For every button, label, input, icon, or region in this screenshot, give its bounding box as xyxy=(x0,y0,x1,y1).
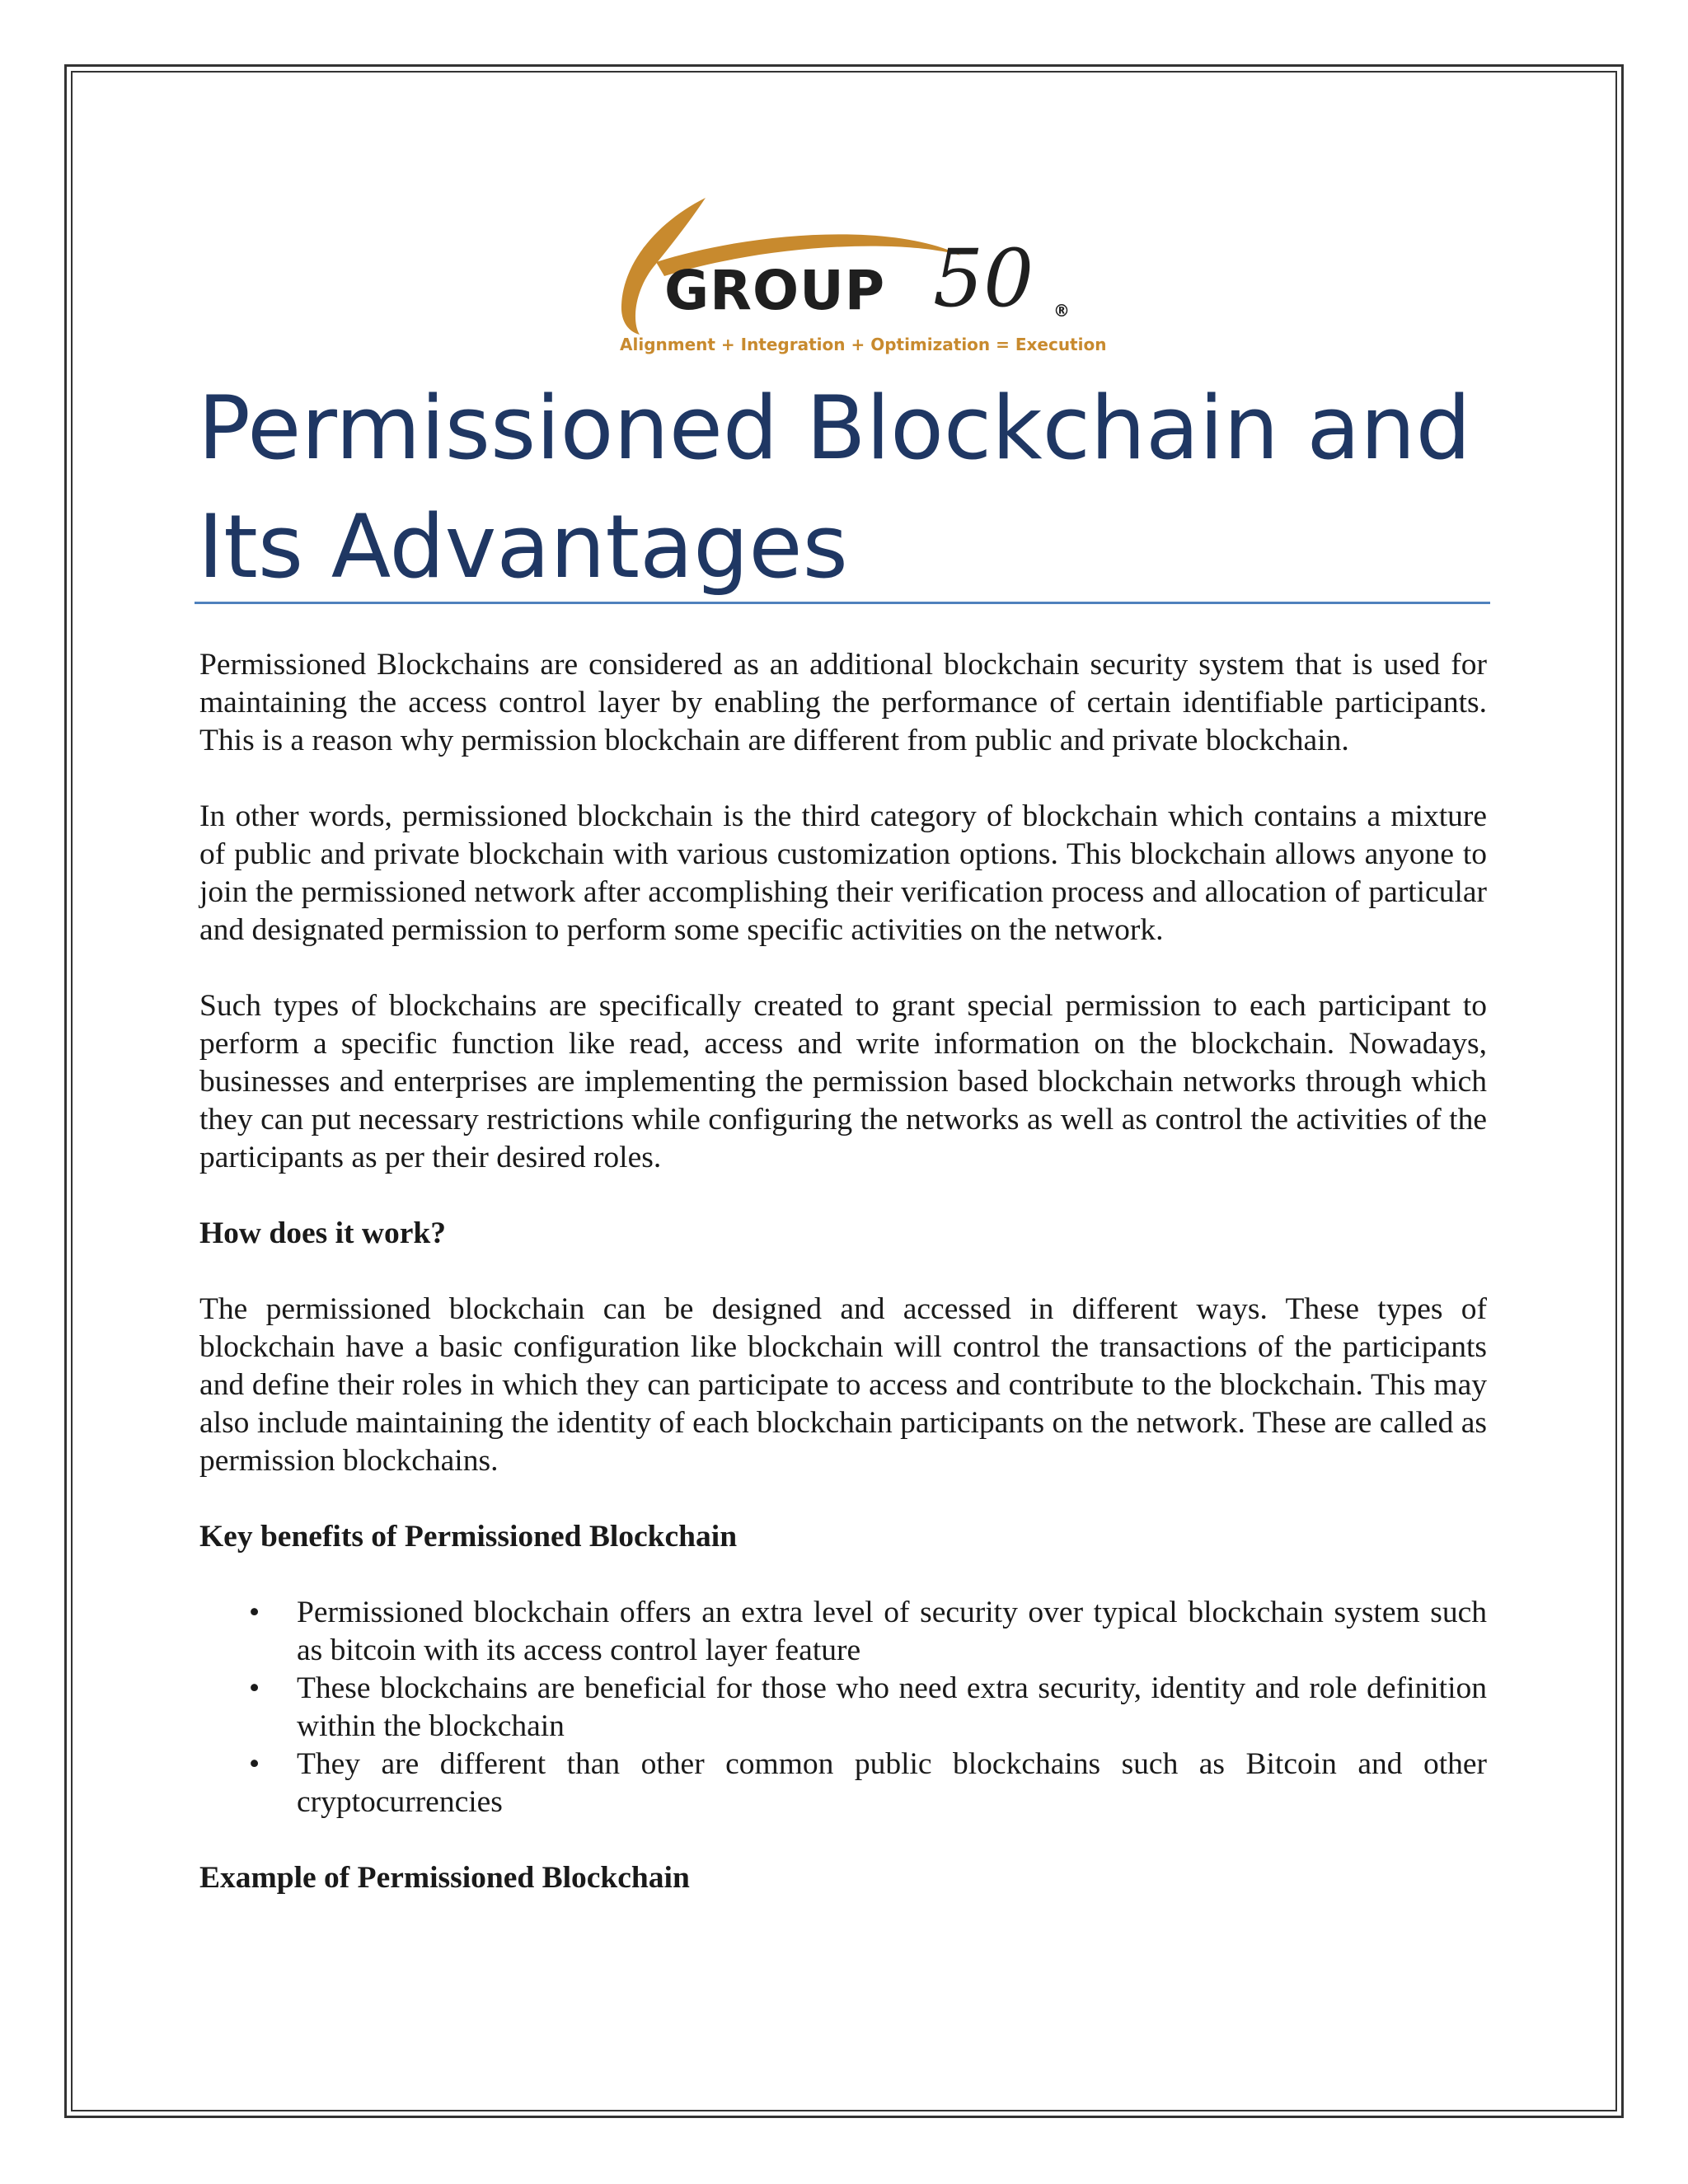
list-item-text: These blockchains are beneficial for those who need extra security, identity and role definition within the blockchain xyxy=(297,1671,1487,1743)
bullet-icon: • xyxy=(249,1596,260,1629)
heading-key-benefits: Key benefits of Permissioned Blockchain xyxy=(199,1520,738,1554)
list-item xyxy=(199,1746,1487,1821)
paragraph-intro: Permissioned Blockchains are considered as an additional blockchain security system that is used for maintaining the access control layer by enabling the performance of certain identifiable participants. This is a reason why permission blockchain are different from public and private blockchain. xyxy=(199,648,1487,757)
paragraph-how-it-works: The permissioned blockchain can be designed and accessed in different ways. These types of blockchain have a basic configuration like blockchain will control the transactions of the participants and define their roles in which they can participate to access and contribute to the blockchain. This may also include maintaining the identity of each blockchain participants on the network. These are called as permission blockchains. xyxy=(199,1292,1487,1478)
benefits-list xyxy=(199,1594,1487,1821)
page-title-line-1: Permissioned Blockchain and xyxy=(198,377,1471,479)
logo-wordmark: GROUP xyxy=(664,259,886,322)
group50-logo xyxy=(607,198,1107,363)
page-title-line-2: Its Advantages xyxy=(198,496,848,598)
list-item xyxy=(199,1594,1487,1670)
document-body xyxy=(199,646,1487,1935)
registered-mark: ® xyxy=(1053,301,1070,321)
logo-number: 50 xyxy=(933,232,1034,325)
paragraph-other-words: In other words, permissioned blockchain is the third category of blockchain which contains a mixture of public and private blockchain with various customization options. This blockchain allows anyone to join the permissioned network after accomplishing their verification process and allocation of particular and designated permission to perform some specific activities on the network. xyxy=(199,799,1487,947)
logo-tagline: Alignment + Integration + Optimization = Execution xyxy=(620,335,1107,354)
page-title xyxy=(198,369,1500,607)
bullet-icon: • xyxy=(249,1671,260,1705)
paragraph-types: Such types of blockchains are specifically created to grant special permission to each participant to perform a specific function like read, access and write information on the blockchain. Nowadays, businesses and enterprises are implementing the permission based blockchain networks through which they can put necessary restrictions while configuring the networks as well as control the activities of the participants as per their desired roles. xyxy=(199,989,1487,1174)
heading-how-it-works: How does it work? xyxy=(199,1216,446,1250)
heading-example: Example of Permissioned Blockchain xyxy=(199,1861,690,1895)
list-item xyxy=(199,1670,1487,1746)
list-item-text: Permissioned blockchain offers an extra level of security over typical blockchain system such as bitcoin with its access control layer feature xyxy=(297,1596,1487,1667)
list-item-text: They are different than other common public blockchains such as Bitcoin and other cryptocurrencies xyxy=(297,1747,1487,1819)
title-divider xyxy=(195,602,1490,604)
bullet-icon: • xyxy=(249,1747,260,1781)
